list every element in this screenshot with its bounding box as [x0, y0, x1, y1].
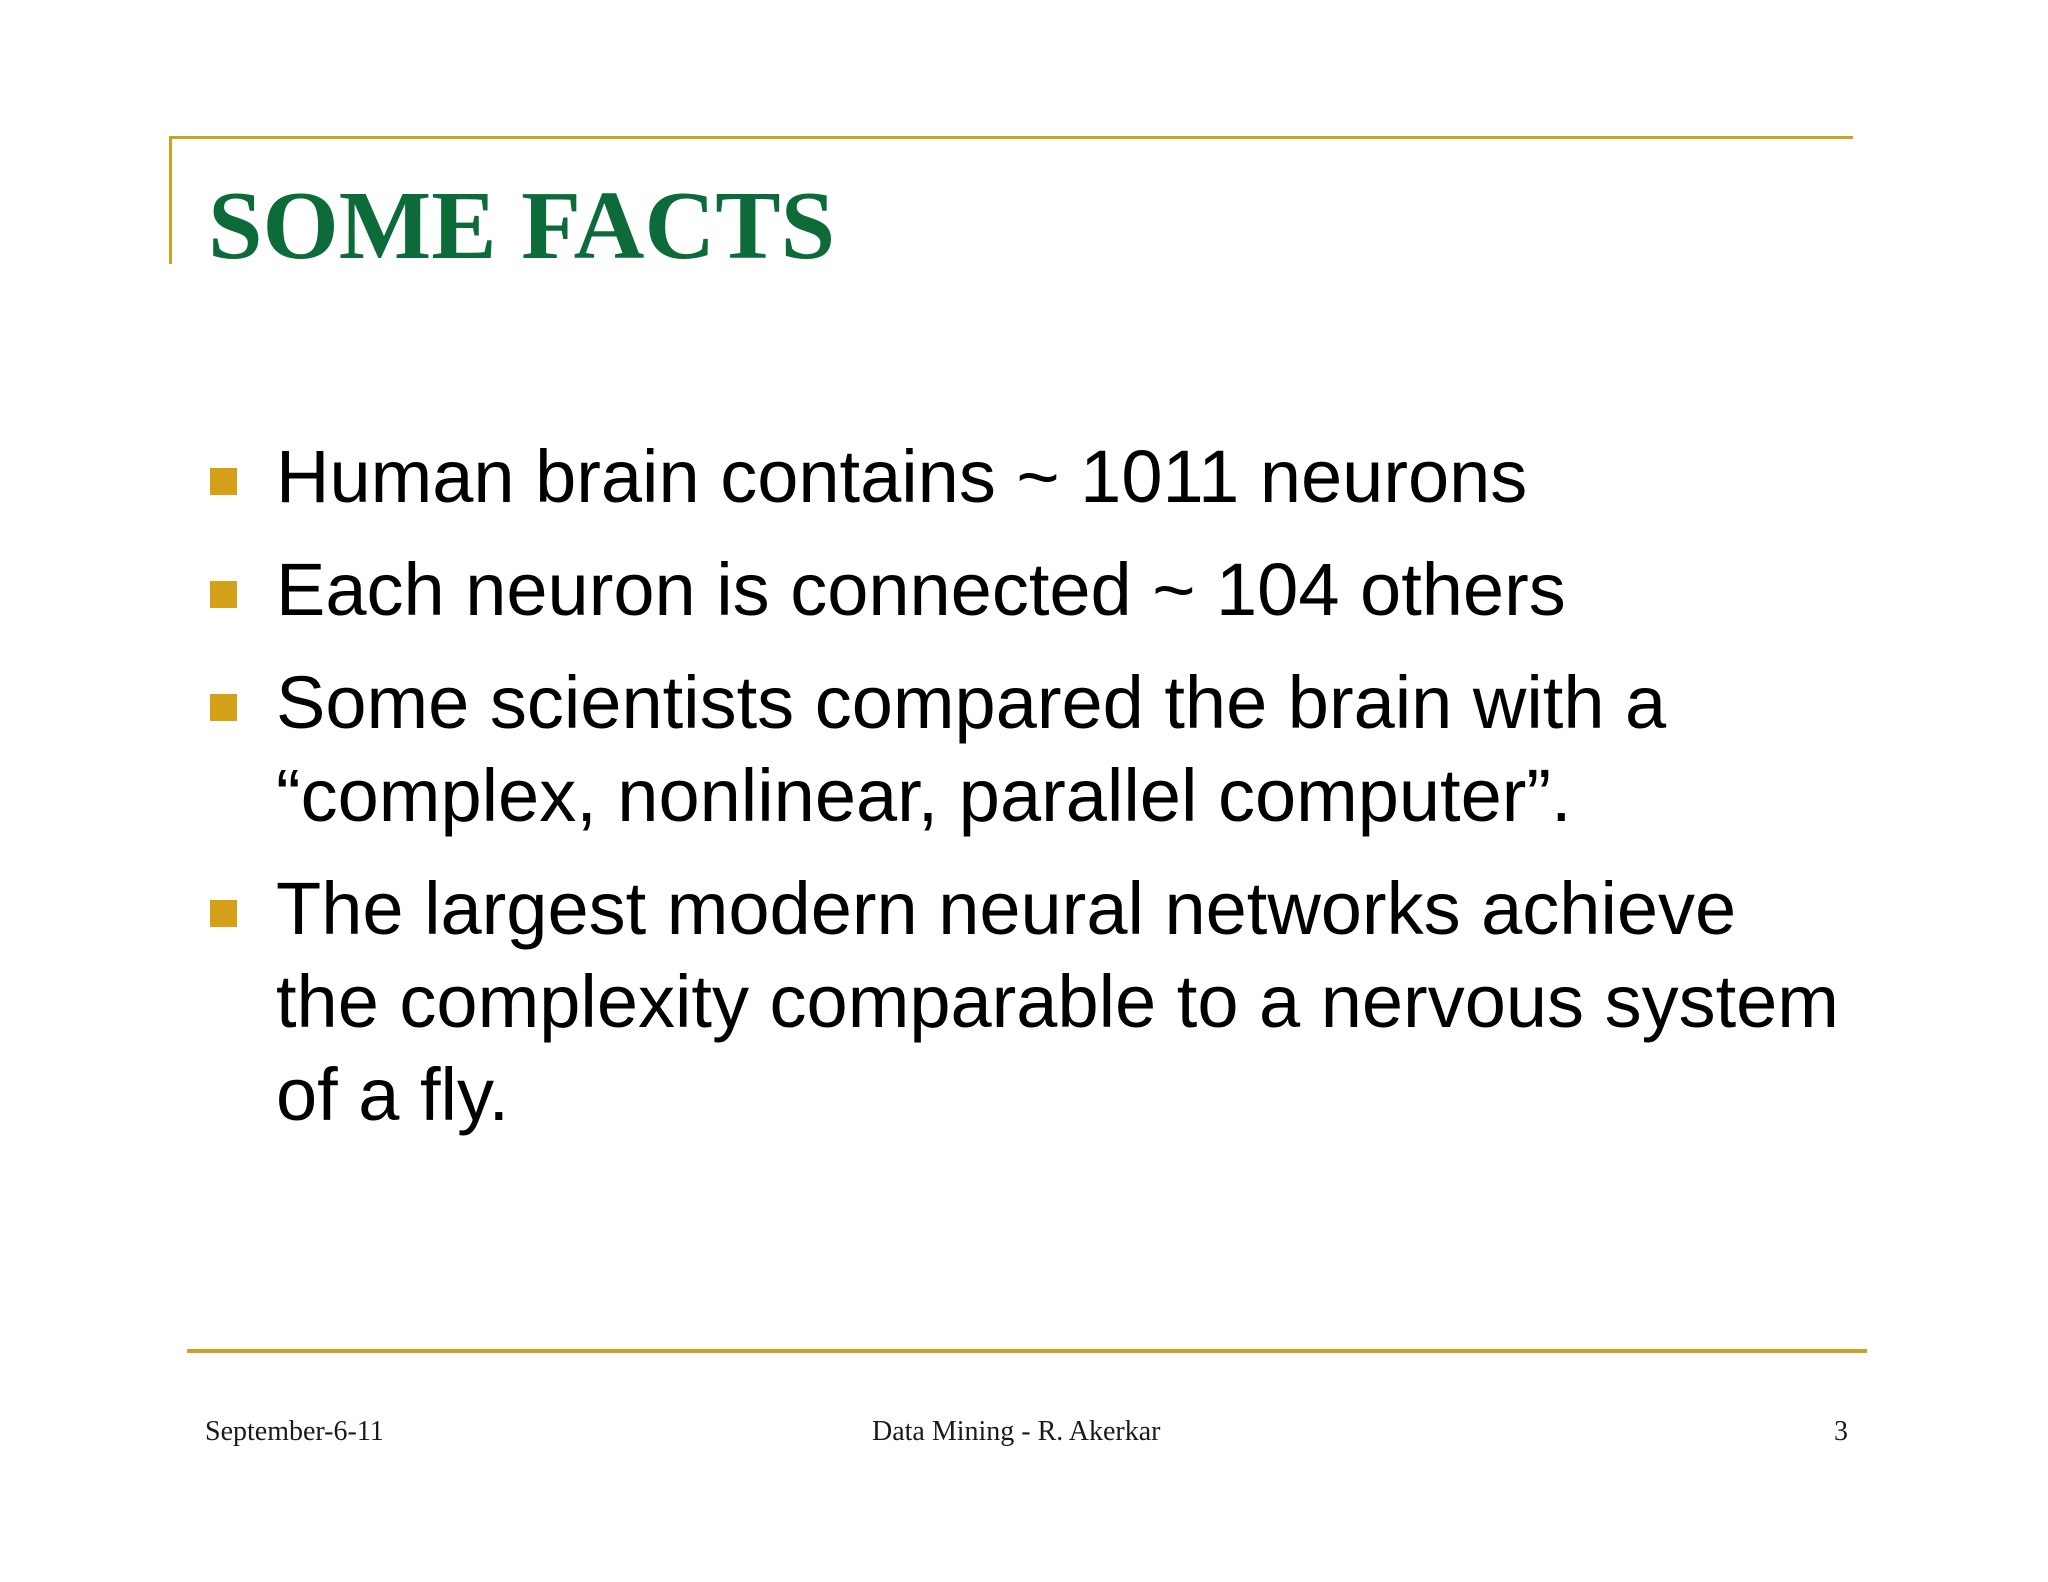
square-bullet-icon	[210, 468, 237, 495]
title-frame-left-rule	[169, 136, 172, 264]
bullet-text: Human brain contains ~ 1011 neurons	[276, 435, 1528, 518]
footer-divider	[187, 1349, 1867, 1353]
bullet-item-3	[208, 656, 1848, 842]
bullet-text: Some scientists compared the brain with a “complex, nonlinear, parallel computer”.	[276, 661, 1667, 837]
bullet-item-2	[208, 543, 1848, 636]
bullet-list	[208, 430, 1848, 1161]
bullet-item-4	[208, 862, 1848, 1141]
footer-page-number: 3	[1834, 1416, 1848, 1447]
footer-course-title: Data Mining - R. Akerkar	[872, 1416, 1161, 1447]
square-bullet-icon	[210, 900, 237, 927]
square-bullet-icon	[210, 581, 237, 608]
slide-title: SOME FACTS	[208, 172, 836, 280]
square-bullet-icon	[210, 694, 237, 721]
bullet-text: Each neuron is connected ~ 104 others	[276, 548, 1566, 631]
title-frame-top-rule	[169, 136, 1853, 139]
bullet-text: The largest modern neural networks achieve the complexity comparable to a nervous system of a fly.	[276, 867, 1839, 1136]
bullet-item-1	[208, 430, 1848, 523]
footer-date: September-6-11	[205, 1416, 384, 1447]
